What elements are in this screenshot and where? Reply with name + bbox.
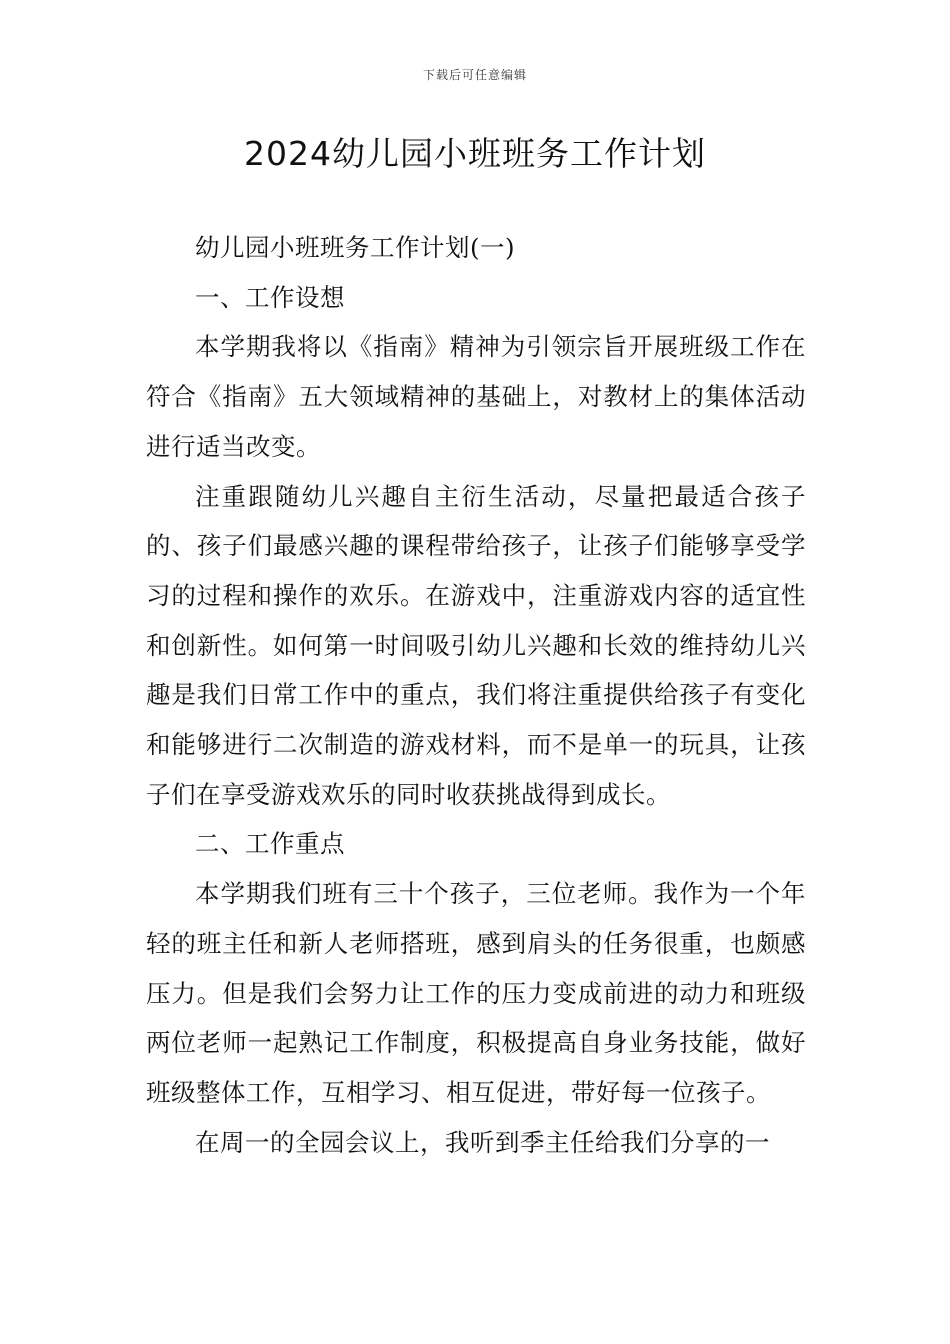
section-subtitle: 幼儿园小班班务工作计划(一): [195, 233, 516, 262]
body-paragraph: 在周一的全园会议上，我听到季主任给我们分享的一: [195, 1127, 770, 1157]
section-heading-1: 一、工作设想: [195, 282, 345, 312]
body-paragraph: 本学期我们班有三十个孩子，三位老师。我作为一个年轻的班主任和新人老师搭班，感到肩头的任务很重，也颇感压力。但是我们会努力让工作的压力变成前进的动力和班级两位老师一起熟记工作制度，积极提高自身业务技能，做好班级整体工作，互相学习、相互促进，带好每一位孩子。: [146, 879, 806, 1107]
document-body: [146, 223, 806, 1167]
section-heading-2: 二、工作重点: [195, 829, 345, 859]
document-title: 2024幼儿园小班班务工作计划: [244, 134, 706, 173]
body-paragraph: 注重跟随幼儿兴趣自主衍生活动，尽量把最适合孩子的、孩子们最感兴趣的课程带给孩子，让孩子们能够享受学习的过程和操作的欢乐。在游戏中，注重游戏内容的适宜性和创新性。如何第一时间吸引幼儿兴趣和长效的维持幼儿兴趣是我们日常工作中的重点，我们将注重提供给孩子有变化和能够进行二次制造的游戏材料，而不是单一的玩具，让孩子们在享受游戏欢乐的同时收获挑战得到成长。: [146, 481, 806, 809]
body-paragraph: 本学期我将以《指南》精神为引领宗旨开展班级工作在符合《指南》五大领域精神的基础上，对教材上的集体活动进行适当改变。: [146, 332, 806, 461]
header-note: 下载后可任意编辑: [422, 68, 527, 82]
